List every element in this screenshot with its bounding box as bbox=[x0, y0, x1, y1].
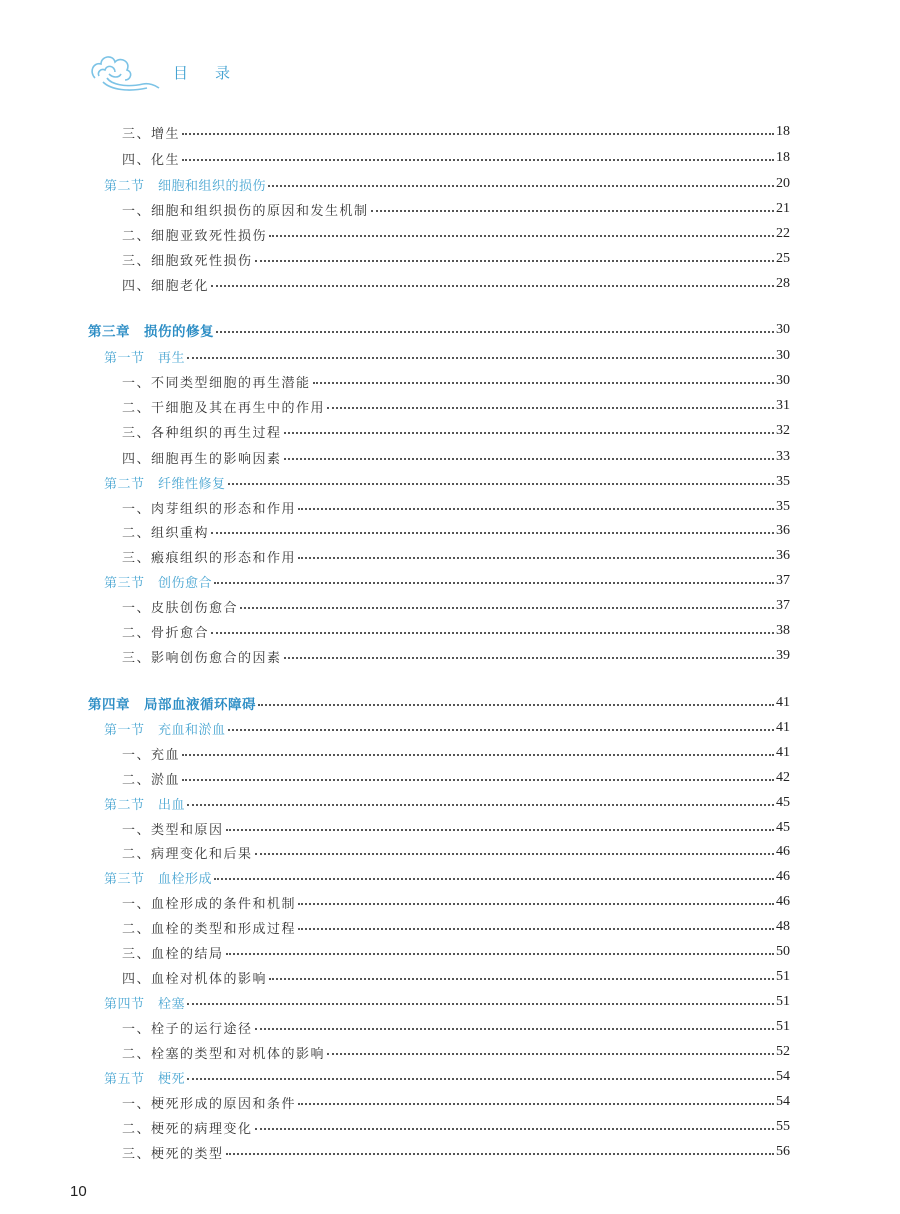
toc-page-number: 31 bbox=[776, 398, 790, 413]
dot-leader bbox=[298, 916, 774, 930]
dot-leader bbox=[211, 520, 774, 534]
toc-entry-title: 二、栓塞的类型和对机体的影响 bbox=[122, 1046, 326, 1062]
toc-entry-title: 一、肉芽组织的形态和作用 bbox=[122, 501, 297, 517]
toc-page-number: 18 bbox=[776, 124, 790, 139]
toc-section-row[interactable] bbox=[104, 471, 802, 493]
toc-item-row[interactable] bbox=[122, 370, 802, 392]
toc-item-row[interactable] bbox=[122, 273, 802, 295]
toc-item-row[interactable] bbox=[122, 891, 802, 913]
dot-leader bbox=[258, 692, 774, 706]
toc-page-number: 20 bbox=[776, 176, 790, 191]
toc-item-row[interactable] bbox=[122, 147, 802, 169]
toc-page-number: 42 bbox=[776, 770, 790, 785]
toc-item-row[interactable] bbox=[122, 1116, 802, 1138]
toc-page-number: 50 bbox=[776, 944, 790, 959]
toc-page-number: 38 bbox=[776, 623, 790, 638]
toc-entry-title: 四、血栓对机体的影响 bbox=[122, 971, 268, 987]
toc-entry-title: 三、增生 bbox=[122, 126, 181, 142]
toc-section-row[interactable] bbox=[104, 991, 802, 1013]
dot-leader bbox=[298, 545, 774, 559]
toc-item-row[interactable] bbox=[122, 941, 802, 963]
toc-entry-title: 第二节 细胞和组织的损伤 bbox=[104, 178, 267, 194]
dot-leader bbox=[298, 496, 774, 510]
dot-leader bbox=[228, 717, 774, 731]
toc-section-row[interactable] bbox=[104, 570, 802, 592]
toc-item-row[interactable] bbox=[122, 645, 802, 667]
toc-page-number: 35 bbox=[776, 499, 790, 514]
toc-item-row[interactable] bbox=[122, 420, 802, 442]
toc-page-number: 46 bbox=[776, 894, 790, 909]
toc-section-row[interactable] bbox=[104, 866, 802, 888]
toc-item-row[interactable] bbox=[122, 496, 802, 518]
toc-page-number: 30 bbox=[776, 373, 790, 388]
toc-entry-title: 三、细胞致死性损伤 bbox=[122, 253, 253, 269]
dot-leader bbox=[255, 1116, 774, 1130]
dot-leader bbox=[187, 991, 774, 1005]
toc-entry-title: 一、皮肤创伤愈合 bbox=[122, 600, 239, 616]
toc-entry-title: 第二节 出血 bbox=[104, 797, 186, 813]
toc-entry-title: 二、组织重构 bbox=[122, 525, 210, 541]
toc-item-row[interactable] bbox=[122, 1016, 802, 1038]
toc-section-row[interactable] bbox=[104, 173, 802, 195]
toc-item-row[interactable] bbox=[122, 198, 802, 220]
toc-item-row[interactable] bbox=[122, 223, 802, 245]
toc-page-number: 51 bbox=[776, 969, 790, 984]
toc-entry-title: 一、血栓形成的条件和机制 bbox=[122, 896, 297, 912]
toc-entry-title: 一、栓子的运行途径 bbox=[122, 1021, 253, 1037]
toc-entry-title: 二、细胞亚致死性损伤 bbox=[122, 228, 268, 244]
toc-entry-title: 第二节 纤维性修复 bbox=[104, 476, 226, 492]
dot-leader bbox=[182, 742, 774, 756]
dot-leader bbox=[211, 620, 774, 634]
dot-leader bbox=[226, 1141, 774, 1155]
toc-entry-title: 三、血栓的结局 bbox=[122, 946, 224, 962]
toc-entry-title: 第三章 损伤的修复 bbox=[88, 324, 214, 340]
dot-leader bbox=[226, 941, 774, 955]
dot-leader bbox=[298, 1091, 774, 1105]
toc-item-row[interactable] bbox=[122, 446, 802, 468]
toc-section-row[interactable] bbox=[104, 1066, 802, 1088]
toc-item-row[interactable] bbox=[122, 395, 802, 417]
toc-page-number: 35 bbox=[776, 474, 790, 489]
toc-page-number: 51 bbox=[776, 1019, 790, 1034]
toc-item-row[interactable] bbox=[122, 742, 802, 764]
dot-leader bbox=[255, 1016, 774, 1030]
toc-chapter-row[interactable] bbox=[88, 319, 802, 341]
toc-page-number: 32 bbox=[776, 423, 790, 438]
toc-entry-title: 一、类型和原因 bbox=[122, 822, 224, 838]
toc-page-number: 41 bbox=[776, 745, 790, 760]
dot-leader bbox=[255, 248, 774, 262]
toc-page-number: 41 bbox=[776, 695, 790, 710]
page-number: 10 bbox=[70, 1183, 87, 1200]
dot-leader bbox=[216, 319, 774, 333]
toc-page-number: 46 bbox=[776, 869, 790, 884]
toc-page-number: 54 bbox=[776, 1069, 790, 1084]
toc-page-number: 51 bbox=[776, 994, 790, 1009]
dot-leader bbox=[187, 345, 774, 359]
toc-entry-title: 一、不同类型细胞的再生潜能 bbox=[122, 375, 311, 391]
dot-leader bbox=[327, 1041, 774, 1055]
toc-page-number: 22 bbox=[776, 226, 790, 241]
toc-page-number: 45 bbox=[776, 795, 790, 810]
toc-entry-title: 三、梗死的类型 bbox=[122, 1146, 224, 1162]
toc-page-number: 54 bbox=[776, 1094, 790, 1109]
toc-page-number: 39 bbox=[776, 648, 790, 663]
toc-page-number: 25 bbox=[776, 251, 790, 266]
dot-leader bbox=[298, 891, 774, 905]
toc-entry-title: 二、骨折愈合 bbox=[122, 625, 210, 641]
toc-entry-title: 第三节 血栓形成 bbox=[104, 871, 213, 887]
toc-entry-title: 二、淤血 bbox=[122, 772, 181, 788]
toc-entry-title: 三、瘢痕组织的形态和作用 bbox=[122, 550, 297, 566]
toc-entry-title: 四、化生 bbox=[122, 152, 181, 168]
toc-item-row[interactable] bbox=[122, 1141, 802, 1163]
toc-entry-title: 一、充血 bbox=[122, 747, 181, 763]
toc-page-number: 18 bbox=[776, 150, 790, 165]
toc-page-number: 30 bbox=[776, 322, 790, 337]
toc-page-number: 48 bbox=[776, 919, 790, 934]
toc-item-row[interactable] bbox=[122, 595, 802, 617]
toc-item-row[interactable] bbox=[122, 545, 802, 567]
dot-leader bbox=[182, 767, 774, 781]
dot-leader bbox=[371, 198, 774, 212]
toc-entry-title: 一、梗死形成的原因和条件 bbox=[122, 1096, 297, 1112]
toc-entry-title: 四、细胞再生的影响因素 bbox=[122, 451, 282, 467]
header-title-char-1: 目 bbox=[173, 64, 189, 82]
dot-leader bbox=[182, 121, 774, 135]
dot-leader bbox=[187, 1066, 774, 1080]
toc-section-row[interactable] bbox=[104, 345, 802, 367]
toc-item-row[interactable] bbox=[122, 841, 802, 863]
toc-entry-title: 第三节 创伤愈合 bbox=[104, 575, 213, 591]
toc-item-row[interactable] bbox=[122, 620, 802, 642]
toc-page-number: 36 bbox=[776, 523, 790, 538]
toc-entry-title: 第五节 梗死 bbox=[104, 1071, 186, 1087]
dot-leader bbox=[214, 570, 774, 584]
dot-leader bbox=[255, 841, 774, 855]
toc-item-row[interactable] bbox=[122, 520, 802, 542]
dot-leader bbox=[214, 866, 774, 880]
toc-entry-title: 二、干细胞及其在再生中的作用 bbox=[122, 400, 326, 416]
toc-page-number: 46 bbox=[776, 844, 790, 859]
toc-section-row[interactable] bbox=[104, 717, 802, 739]
toc-item-row[interactable] bbox=[122, 817, 802, 839]
cloud-ornament-icon bbox=[85, 48, 165, 98]
toc-item-row[interactable] bbox=[122, 966, 802, 988]
toc-item-row[interactable] bbox=[122, 1091, 802, 1113]
dot-leader bbox=[240, 595, 774, 609]
toc-entry-title: 二、梗死的病理变化 bbox=[122, 1121, 253, 1137]
toc-entry-title: 第四节 栓塞 bbox=[104, 996, 186, 1012]
dot-leader bbox=[284, 446, 774, 460]
toc-entry-title: 第一节 充血和淤血 bbox=[104, 722, 226, 738]
toc-item-row[interactable] bbox=[122, 916, 802, 938]
toc-item-row[interactable] bbox=[122, 767, 802, 789]
toc-page-number: 41 bbox=[776, 720, 790, 735]
toc-page-number: 55 bbox=[776, 1119, 790, 1134]
dot-leader bbox=[284, 420, 774, 434]
toc-entry-title: 第一节 再生 bbox=[104, 350, 186, 366]
dot-leader bbox=[313, 370, 774, 384]
dot-leader bbox=[269, 223, 774, 237]
dot-leader bbox=[211, 273, 774, 287]
toc-entry-title: 三、影响创伤愈合的因素 bbox=[122, 650, 282, 666]
dot-leader bbox=[268, 173, 774, 187]
toc-page-number: 33 bbox=[776, 449, 790, 464]
toc-entry-title: 四、细胞老化 bbox=[122, 278, 210, 294]
toc-page-number: 21 bbox=[776, 201, 790, 216]
dot-leader bbox=[187, 792, 774, 806]
toc-item-row[interactable] bbox=[122, 248, 802, 270]
toc-page-number: 36 bbox=[776, 548, 790, 563]
toc-page-number: 56 bbox=[776, 1144, 790, 1159]
dot-leader bbox=[269, 966, 774, 980]
header-title-char-2: 录 bbox=[215, 64, 231, 82]
toc-entry-title: 第四章 局部血液循环障碍 bbox=[88, 697, 256, 713]
toc-page-number: 37 bbox=[776, 598, 790, 613]
toc-page-number: 45 bbox=[776, 820, 790, 835]
dot-leader bbox=[182, 147, 774, 161]
toc-header bbox=[85, 48, 385, 98]
toc-entry-title: 二、病理变化和后果 bbox=[122, 846, 253, 862]
toc-page-number: 37 bbox=[776, 573, 790, 588]
toc-chapter-row[interactable] bbox=[88, 692, 802, 714]
toc-page-number: 28 bbox=[776, 276, 790, 291]
toc-entry-title: 二、血栓的类型和形成过程 bbox=[122, 921, 297, 937]
dot-leader bbox=[284, 645, 774, 659]
toc-section-row[interactable] bbox=[104, 792, 802, 814]
dot-leader bbox=[228, 471, 774, 485]
toc-page-number: 30 bbox=[776, 348, 790, 363]
toc-page-number: 52 bbox=[776, 1044, 790, 1059]
dot-leader bbox=[226, 817, 774, 831]
toc-item-row[interactable] bbox=[122, 1041, 802, 1063]
dot-leader bbox=[327, 395, 774, 409]
toc-entry-title: 三、各种组织的再生过程 bbox=[122, 425, 282, 441]
toc-entry-title: 一、细胞和组织损伤的原因和发生机制 bbox=[122, 203, 369, 219]
toc-item-row[interactable] bbox=[122, 121, 802, 143]
